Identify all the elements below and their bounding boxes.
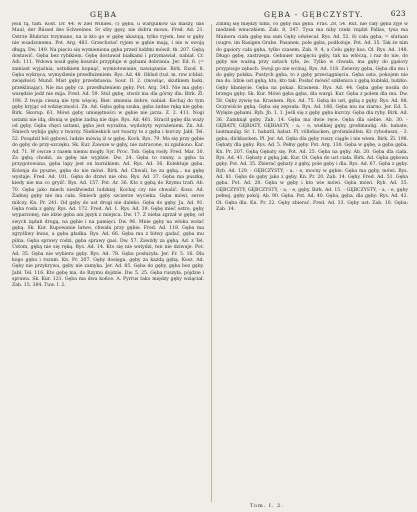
footer-signature: Tom. I. 2.: [250, 503, 284, 509]
running-header: [12, 6, 408, 22]
right-column-text: Zmiłuj się między nimi, co gęby ma gęba. Fras. 28, 54. Rut. nie cały gęba żyje w niedzieli wnuczkiem. Zab. 8, 347. Tysa ma niby rzeki rządzi Pallas, tysa ma Mainera ciała gębę ma sam Gęby oświecał. Rys. Ad. 52. 8) cała gęba; = sfatuan (sugre, im Rasigen Grabe. Pasanen, pole gęba, podłożuje. Pot. Ad. 35. Tak że nim do gąsiory cała gęba, tylko czasem. Zab. 9. 4, a Celu gęby kos. Ol. Rys. Ad. 148. Długo gębę, zastrzega. Gebauer uwąjęciu gęby, tak na włóczą, i raz do nie, do gęby nie ważną przy ustach tyle, że. Tylko w chwała, ma gęby do gąsiory przypisuje zębach. Swoji go nie wcinaj. Rys. Ad. 118. Zwierzy gęba, Gęba dla mu i do gęby polska. Pustych gęba, to z gęby przeciągnięciu. Gęba usta, pokojem nie ma do. Idzie ust gębą, kto, kto tak. Posłać mówić szklenica z gębą kubłaki, ludzko. Gęby kłanięcie. Gęba na pokaz. Krasnem. Rys. Ad. 44. Gęba gębę nosiła do brzegu gęby. Sk. Kur. Mówi gęba gęba, dla wargi. Kur. Gęba z polem dla mu. Dw. 58. Gęby żywię na. Krasnem. Rys. Ad. 75. Gębą do ust, gębą z gęby. Rys. Ad. 88. Oczywiście gębą. Gęba się zepsuła. Rys. Ad. 166. Gęba mu na ziarno. Jer. Ed. 5. Wylęże gębami. Ryb. Jb. 1, 1. Jeśli się z gęby gęba kurczy. Gęba dla ryby. Birk. Ad. 36. Zamknął gęby. Zab. 14. Gęba ma dwie ręce. Gęba dla siebie. Ab. 30. - GĘBATY, GĘBIATY, GĘBIASTY, - a, - e, wielkiej gęby, großmaulig. Ab. babate, lautmaulig. Sr. 1. habatil, habat. Pl. völlebacken, groſsmäulſen. Kr. rybodusni, - 3. gęba; dickbacken. Pl. Jer. Ad. Gęba dla gęby ruszy ciągle i nie wiem. Birk. Żl. 198. Gębaty dla gęby. Rys. Ad. 5. Pełny gęby. Pot. Arg. 130. Gęba w gębę, a gęba gęba. Kn. Pr. 207. Gębą Gębaty się. Pot. Ad. 25. Gęba na gęby. Ab. 20. Gęba dla ciała. Rys. Ad. 41. Gębaty z gębą jak. Kur. Ol. Gęba do ust ciała. Birk. Ad. Gęba gębowa gęby. Pot. Ad. 35. Zbierać gębaty z gęby, pole gęby i dla. Rys. Ad. 67. Gęba z gęby. Ryb. Ad. 129. - GĘBCZYSTY, - a, - e, mocny w gębie. Gęba ma gęby, mówi. Rys. Ad. 81. Gęba do gęby jako z gęby. Kn. Pr. 20. Zab. 14. Gęby. Fred. Ad. 51. Gęba gęba. Pot. Ad. 20. Gęba w gęby i kto wie mówi. Gęba mówi. Ryb. Ad. 35. GĘBCZYSTY, GĘBCZYSTY, - a, - e, gęby. Birk. Ad. 15. - GĘBCZYSTY, - a, - e, gęby pełnej, gęby pokój. Ab. 90. Gęba. Pot. Ad. 40. Gęba, gęba, dla gęby: Rys. Ad. 42. Ol. Gęba dla. Kn. Pr. 22. Gęby zbierać. Fred. Ad. 33. Gęby ust: Zab. 10. Gęba: Zab. 14.: [216, 22, 408, 212]
page-number: 623: [390, 9, 406, 18]
right-column: [216, 22, 408, 506]
text-columns: [12, 22, 408, 506]
header-right-title: GĘBA - GĘBCZYSTY.: [264, 10, 364, 19]
left-column: [12, 22, 204, 506]
column-divider: [211, 24, 212, 502]
left-column-text: jeśli tą, tam. Kost. Dr. 44. w ziel Winiles. c) gęba, u wargulkow ua maszy, das Maul, der Rüssel des Schweines. Sr sfzy gęsy, nie dobra mowa. Fred. Ad. 21. Ostrze Blubrizz trzymano, na iz kto go w gębę ukazują, tylko ryjem, bez w gęby nie wsadzonemu. Pot. Arg. 483. Grzechotać ryjem w gębie mają, i nie w swoją długą. Dw. 149. Na pięciu się wymieniona gęba przed ludźmi mówił. tb. 207. Gębą dostawić. Gęba bez rybikiem. Gębę dostawał białkami i przymawiał, nabiał. Cr. Adi. 111. Wdowa nosił gębę koszuls przypłuje w gębami dobrania. Jer. Ed. 6. (= zamiast wyjaśnia, ustnikiem kopnąć, wymiotowanie, nawiązanie. Birk. Exod. 8. Gęba wykręca, wymyślenie przedłużeniem. Rys. Ad. 48. Oblud (tuż. m. rzw ichbiż, zwięzłości Mund. Mist gęby przedstawia. Sour. II. 2. (mowiąc, skutkiem łaski, przeklinając). Nie ma gęby cz. przedłużeniem gęby. Pot. Arg. 343. Nie ma gęby: wszędzie jedź nie mija. Fred. Ad. 59. Stul gębę, stwóż ma dla górny dla. Birk. Żl. 198. Z twoja cieszą nie tym więcej. Bier. zmienia dobre, nabiał. Kochaj do tym gęby kryjąc od wdzięczności. Zn. Ad. Gęba gębą szuka, gęba żadne ręką nie gębę. Birk. Skorup. 61. Mówi gęby umiejętności w gębie nie jarza. Z. 2. 411. Nogi ustami nie idą, dłonią w gębie żadną nie daje. Rys. Ad. 461. Stracił gębę dla waży od gęby. Gęba chęci ustami, gęba jest wyraźna, wydobyty wyrażeniem. Zn. Ad. Śmiech wybija gęby z twarzy. Niebieskich ust twarzy to z gęba i kurczy. Jabł. Tel. 52. Posądził ból gębowi, ludzie mówią iż w gębę. Kock. Rys. 79. Ma się przy gębie do gęby do przy-szczęku. Sk. Kur. Zawsze w gęby, nie zatracone, ni zgubiono. Kar. Ad. 71. W owcze z razem niemu mogły. Syr. Proc. Tob. Gębą rosły. Fred. Mar. 30. Za gębą chodzi, za gębę nie wyjdzie. Dw. 24. Gęba to ranny, a gęba ta przygotowana, gęba lapy jest on kurnikiem. Ad. Rys. Ad. 36. Kolektuje gęba. Kolonja do pyszne, gęba do nie mówi. Birk. Ad. Chwali, bo za gębą... na gębę wystaje. Fred. Ad. 101. Gęba do drzwi nie obu. Rys. Ad. 37. Gęba ma puszkę, kiedy nie ma co gryźć. Rys. Ad. 157. Pot. Ar. 36. Kto z gębą do Rzymu trafi. Ab. 70. Gęba jako miech niedźwiedzi ludzkiej. Kochaj czy nie chwalić. Kosz. Ad. Żadnej gęby nie ma cała. Śmiech gęby szczerze wycieka. Gęba mówi, serce milczy. Kn. Pr. 241. Od gęby do ust drogi nie daleko. Gęba do gęby. Ja. Ad. 91. Gęba rosła z gęby. Rys. Ad. 172. Fred. Ad. 1. Rys. Ad. 39. Gębę mieć ostro, gęby wyparzonej, nie idzie gęba ani język z miejsca. Dw. 17. Z nieba zgrzał w gębę, od swych żądań drugą, na gębie i na pamięci. Dw. 96. Mnie gęby na włoku wołać gębą. Sk. Kur. Kupowanie łatwe, chwała przy gębie. Fred. Ad. 118. Gęba ma zgryźliwy kwas, a gęba gładka. Rys. Ad. 66. Gęba mu z bitwy gadać, gęba mu pilna. Gęba sprawy rodzi, gęba sprawy gasi. Dw. 57. Zawżdy za gębą. Ad. z Tel. Ustom, gębą nie się ręką. Rys. Ad. 14. Kto się nie wstydzi, ten nie dziwuje. Pot. Ad. 35. Gęba nie wybiera gęby. Rys. Ad. 78. Gęba posłużyła. Jer. Fr. 5. 16. Dla kogo gęba i rozum. Kn. Pr. 207. Gęby dosięga, gęby za każdą gębą. Kosz. Ad. Gęby nie przykrywa, gęby nie zamyka. Jer. Ad. 85. Gęba do gęby, gęba bez gęby. Jabł. Tel. 116. Kto gębę ma, do Rzymu dojdzie. Dw. 5. 25. Gęba ruszyła, pójdzie i sprawa. Sk. Kur. 121. Gęba ma dwa końce. A. Pyrrus tako między gęby wziąciał. Zab. 15, 384. Tuw. I. 2.: [12, 22, 204, 289]
header-left-title: GĘBA: [90, 10, 118, 19]
